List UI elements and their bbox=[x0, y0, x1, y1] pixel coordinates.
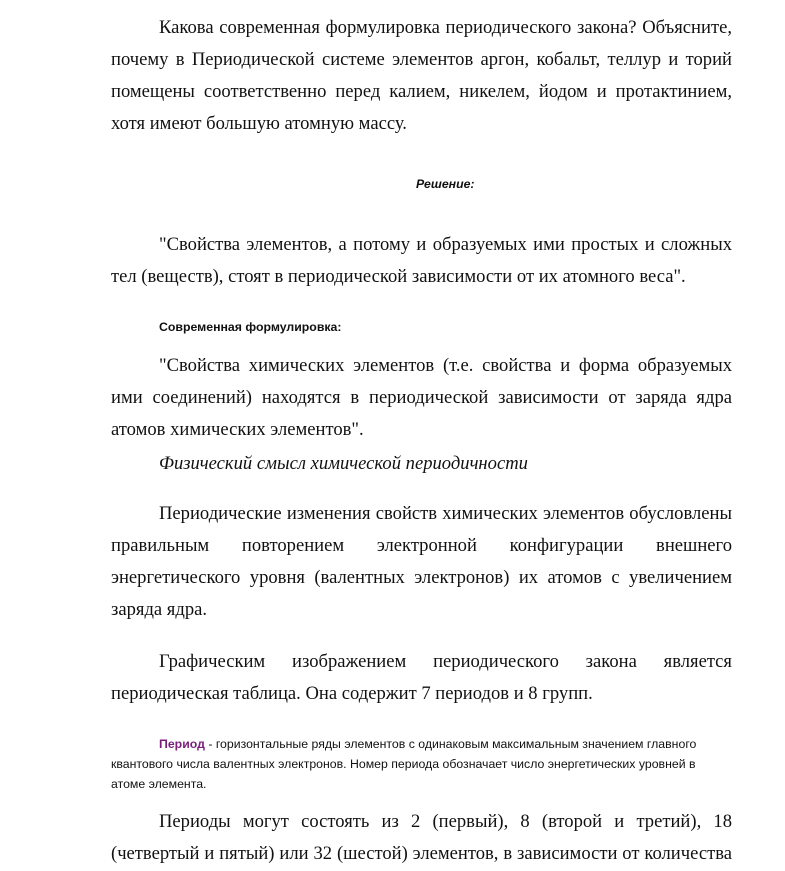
modern-formulation-heading: Современная формулировка: bbox=[159, 320, 342, 334]
solution-heading: Решение: bbox=[416, 177, 475, 191]
question-paragraph: Какова современная формулировка периодического закона? Объясните, почему в Периодической системе элементов аргон, кобальт, теллур и торий помещены соответственно перед калием, никелем, йодом и протактинием, хотя имеют большую атомную массу. bbox=[111, 17, 732, 134]
old-law-quote: "Свойства элементов, а потому и образуемых ими простых и сложных тел (веществ), стоят в периодической зависимости от их атомного веса". bbox=[111, 234, 732, 287]
periodic-changes-paragraph: Периодические изменения свойств химических элементов обусловлены правильным повторением электронной конфигурации внешнего энергетического уровня (валентных электронов) их атомов с увеличением заряда ядра. bbox=[111, 503, 732, 620]
period-definition bbox=[111, 734, 711, 794]
modern-law-quote: "Свойства химических элементов (т.е. свойства и форма образуемых ими соединений) находятся в периодической зависимости от заряда ядра атомов химических элементов". bbox=[111, 355, 732, 440]
period-term: Период bbox=[159, 737, 205, 751]
physical-meaning-heading: Физический смысл химической периодичности bbox=[159, 453, 528, 474]
graphic-representation-paragraph: Графическим изображением периодического закона является периодическая таблица. Она содержит 7 периодов и 8 групп. bbox=[111, 651, 732, 704]
periods-count-paragraph: Периоды могут состоять из 2 (первый), 8 (второй и третий), 18 (четвертый и пятый) или 32 (шестой) элементов, в зависимости от количества bbox=[111, 811, 732, 864]
period-definition-text: - горизонтальные ряды элементов с одинаковым максимальным значением главного квантового числа валентных электронов. Номер периода обозначает число энергетических уровней в атоме элемента. bbox=[111, 737, 697, 791]
